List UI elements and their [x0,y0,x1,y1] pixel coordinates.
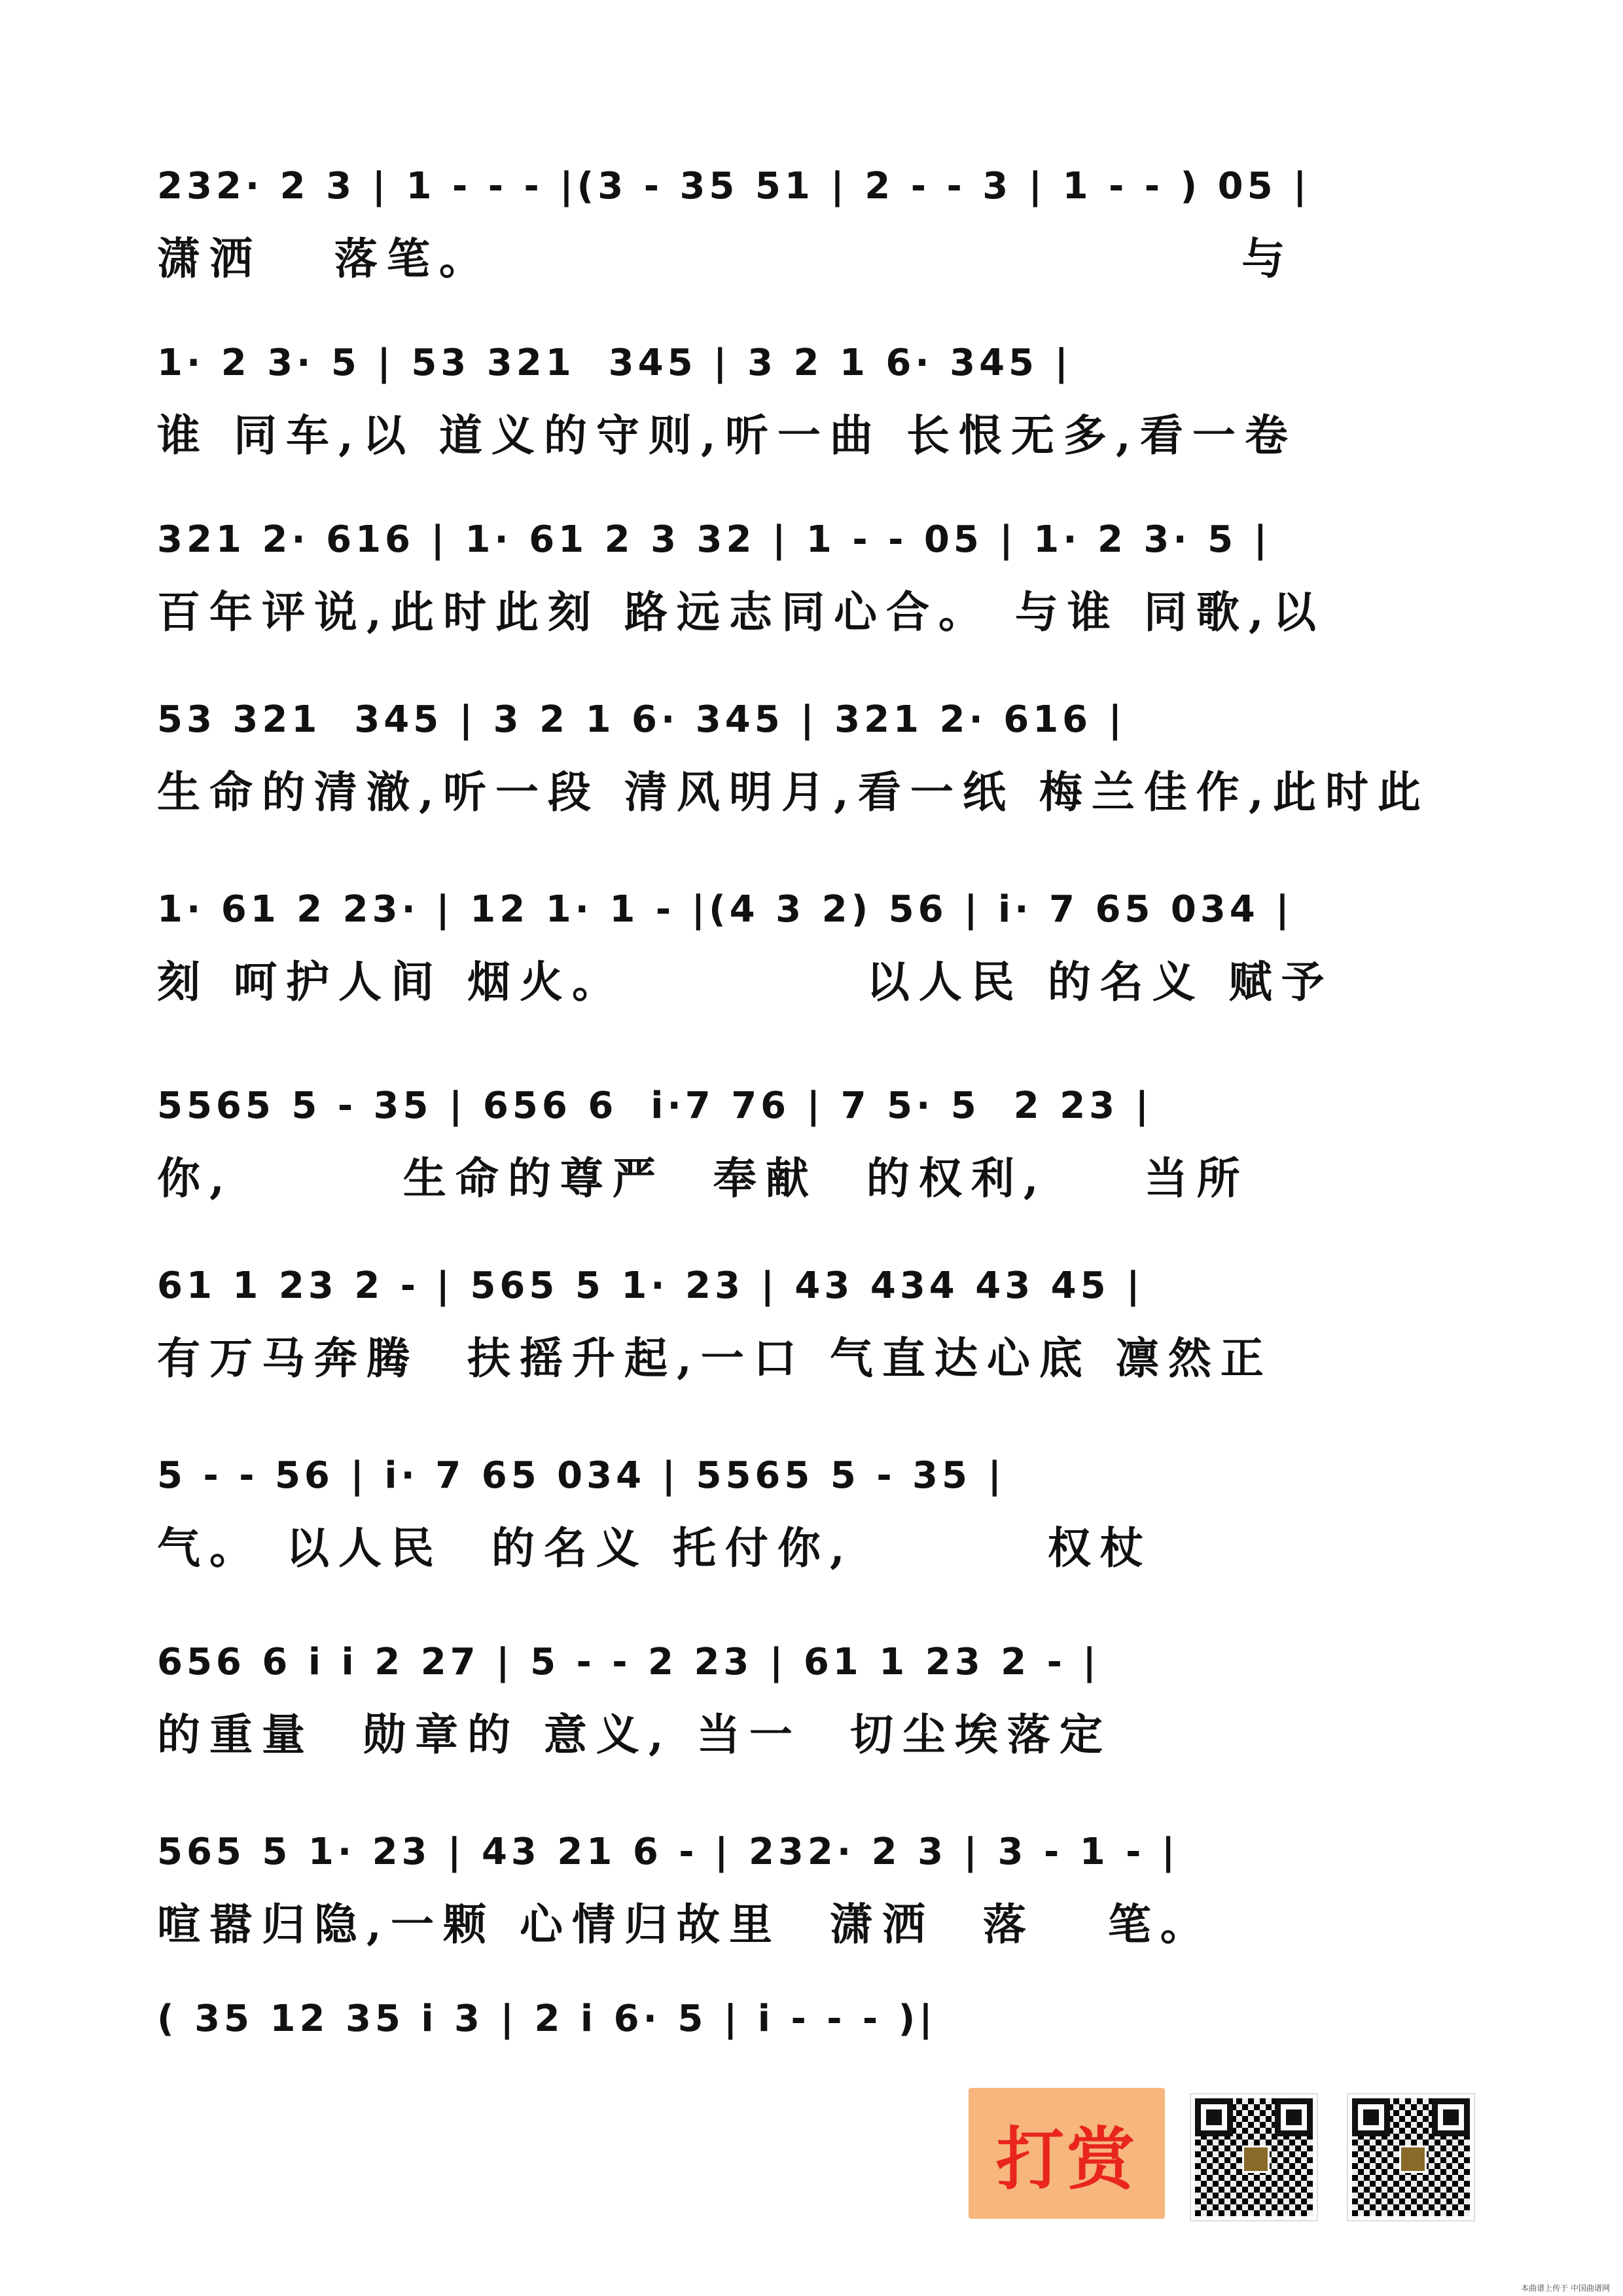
jianpu-notes: 232· 2 3 | 1 - - - |(3 - 35 51 | 2 - - 3 | 1 - - ) 05 | [157,165,1311,207]
footer [969,2088,1479,2219]
qr-code-icon [1191,2094,1317,2220]
upload-credit: 本曲谱上传于 中国曲谱网 [1521,2284,1610,2293]
lyrics-line: 百年评说,此时此刻 路远志同心合。 与谁 同歌,以 [157,586,1325,637]
jianpu-notes: 5 - - 56 | i· 7 65 034 | 5565 5 - 35 | [157,1454,1005,1497]
lyrics-line: 喧嚣归隐,一颗 心情归故里 潇洒 落 笔。 [157,1899,1213,1950]
lyrics-line: 生命的清澈,听一段 清风明月,看一纸 梅兰佳作,此时此 [157,766,1430,817]
lyrics-line: 你, 生命的尊严 奉献 的权利, 当所 [157,1153,1249,1204]
lyrics-line: 谁 同车,以 道义的守则,听一曲 长恨无多,看一卷 [157,410,1297,461]
jianpu-notes: 565 5 1· 23 | 43 21 6 - | 232· 2 3 | 3 - 1 - | [157,1831,1179,1873]
lyrics-line: 气。 以人民 的名义 托付你, 权杖 [157,1522,1152,1573]
lyrics-line: 的重量 勋章的 意义, 当一 切尘埃落定 [157,1709,1112,1760]
jianpu-notes: 1· 61 2 23· | 12 1· 1 - |(4 3 2) 56 | i· 7 65 034 | [157,888,1293,931]
lyrics-line: 有万马奔腾 扶摇升起,一口 气直达心底 凛然正 [157,1333,1273,1384]
jianpu-notes: 656 6 i i 2 27 | 5 - - 2 23 | 61 1 23 2 - | [157,1641,1100,1683]
lyrics-line: 潇洒 落笔。 与 [157,233,1294,284]
qr-logo-icon [1399,2145,1427,2173]
jianpu-notes: 1· 2 3· 5 | 53 321 345 | 3 2 1 6· 345 | [157,342,1072,384]
jianpu-notes: 61 1 23 2 - | 565 5 1· 23 | 43 434 43 45 | [157,1265,1144,1307]
lyrics-line: 刻 呵护人间 烟火。 以人民 的名义 赋予 [157,956,1334,1007]
jianpu-notes: 321 2· 616 | 1· 61 2 3 32 | 1 - - 05 | 1· 2 3· 5 | [157,518,1272,561]
reward-button[interactable]: 打赏 [969,2088,1165,2219]
jianpu-notes: 5565 5 - 35 | 656 6 i·7 76 | 7 5· 5 2 23 | [157,1085,1153,1127]
jianpu-notes: ( 35 12 35 i 3 | 2 i 6· 5 | i - - - )| [157,1998,936,2040]
jianpu-notes: 53 321 345 | 3 2 1 6· 345 | 321 2· 616 | [157,698,1126,741]
qr-logo-icon [1242,2145,1270,2173]
qr-code-icon [1348,2094,1474,2220]
